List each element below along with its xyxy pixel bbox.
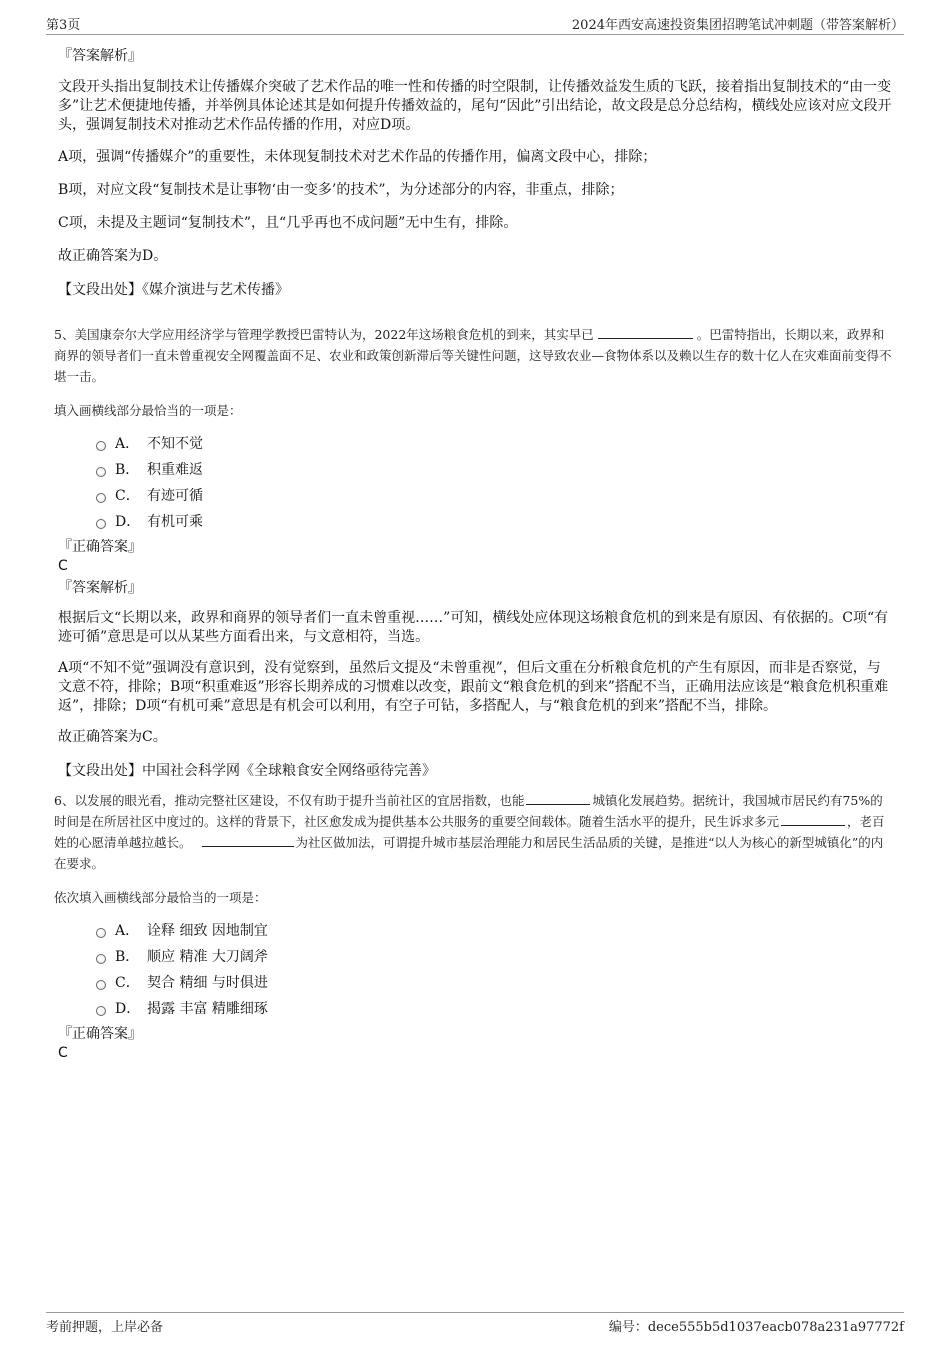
radio-button[interactable]	[96, 928, 106, 938]
question-hint: 依次填入画横线部分最恰当的一项是：	[54, 890, 267, 905]
analysis-paragraph: A项，强调“传播媒介”的重要性，未体现复制技术对艺术作品的传播作用，偏离文段中心，排除；	[58, 149, 657, 165]
radio-button[interactable]	[96, 980, 106, 990]
footer-slogan: 考前押题，上岸必备	[46, 1320, 164, 1335]
radio-button[interactable]	[96, 441, 106, 451]
page-header	[46, 12, 904, 35]
analysis-paragraph: B项，对应文段“复制技术是让事物‘由一变多’的技术”，为分述部分的内容，非重点，排除；	[58, 182, 624, 198]
option-a[interactable]: A． 不知不觉	[96, 431, 892, 457]
document-id: 编号：dece555b5d1037eacb078a231a97772f	[608, 1320, 904, 1335]
correct-answer-statement: 故正确答案为D。	[58, 248, 168, 264]
option-d[interactable]: D． 有机可乘	[96, 509, 892, 535]
fill-blank	[526, 792, 590, 805]
radio-button[interactable]	[96, 1006, 106, 1016]
question-5-options	[96, 431, 892, 535]
correct-answer: C	[58, 1045, 68, 1061]
analysis-label: 『答案解析』	[58, 580, 142, 596]
page-number: 第3页	[46, 18, 81, 33]
correct-answer: C	[58, 558, 68, 574]
fill-blank	[781, 813, 845, 826]
question-6-stem: 6、以发展的眼光看，推动完整社区建设，不仅有助于提升当前社区的宜居指数，也能 城镇化发展趋势。据统计，我国城市居民约有75%的时间是在所居社区中度过的。这样的背景下，社区愈发成为提供基本公共服务的重要空间载体。随着生活水平的提升，民生诉求多元 ，老百姓的心愿清单越拉越长。 为社区做加法，可谓提升城市基层治理能力和居民生活品质的关键，是推进“以人为核心的新型城镇化”的内在要求。	[54, 793, 885, 871]
radio-button[interactable]	[96, 467, 106, 477]
analysis-paragraph: 文段开头指出复制技术让传播媒介突破了艺术作品的唯一性和传播的时空限制，让传播效益发生质的飞跃，接着指出复制技术的“由一变多”让艺术便捷地传播，并举例具体论述其是如何提升传播效益的，尾句“因此”引出结论，故文段是总分总结构，横线处应该对应文段开头，强调复制技术对推动艺术作品传播的作用，对应D项。	[58, 79, 892, 133]
page-content	[56, 46, 892, 1063]
analysis-paragraph: 根据后文“长期以来，政界和商界的领导者们一直未曾重视……”可知，横线处应体现这场粮食危机的到来是有原因、有依据的。C项“有迹可循”意思是可以从某些方面看出来，与文意相符，当选。	[58, 610, 889, 645]
page-footer	[46, 1312, 904, 1339]
option-b[interactable]: B． 顺应 精准 大刀阔斧	[96, 944, 892, 970]
analysis-paragraph: A项“不知不觉”强调没有意识到，没有觉察到，虽然后文提及“未曾重视”，但后文重在分析粮食危机的产生有原因，而非是否察觉，与文意不符，排除；B项“积重难返”形容长期养成的习惯难以改变，跟前文“粮食危机的到来”搭配不当，正确用法应该是“粮食危机积重难返”，排除；D项“有机可乘”意思是有机会可以利用，有空子可钻，多搭配人，与“粮食危机的到来”搭配不当，排除。	[58, 660, 889, 714]
passage-source: 【文段出处】《媒介演进与艺术传播》	[58, 282, 289, 298]
correct-answer-label: 『正确答案』	[58, 1026, 142, 1042]
document-title: 2024年西安高速投资集团招聘笔试冲刺题（带答案解析）	[571, 18, 904, 33]
correct-answer-statement: 故正确答案为C。	[58, 729, 167, 745]
radio-button[interactable]	[96, 493, 106, 503]
fill-blank	[598, 326, 693, 339]
radio-button[interactable]	[96, 954, 106, 964]
option-c[interactable]: C． 契合 精细 与时俱进	[96, 970, 892, 996]
question-6-options	[96, 918, 892, 1022]
option-d[interactable]: D． 揭露 丰富 精雕细琢	[96, 996, 892, 1022]
option-b[interactable]: B． 积重难返	[96, 457, 892, 483]
passage-source: 【文段出处】中国社会科学网《全球粮食安全网络亟待完善》	[58, 763, 436, 779]
question-5-stem: 5、美国康奈尔大学应用经济学与管理学教授巴雷特认为，2022年这场粮食危机的到来，其实早已 。巴雷特指出，长期以来，政界和商界的领导者们一直未曾重视安全网覆盖面不足、农业和政策创新滞后等关键性问题，这导致农业—食物体系以及赖以生存的数十亿人在灾难面前变得不堪一击。	[54, 327, 892, 384]
option-a[interactable]: A． 诠释 细致 因地制宜	[96, 918, 892, 944]
option-c[interactable]: C． 有迹可循	[96, 483, 892, 509]
radio-button[interactable]	[96, 519, 106, 529]
correct-answer-label: 『正确答案』	[58, 539, 142, 555]
analysis-paragraph: C项，未提及主题词“复制技术”，且“几乎再也不成问题”无中生有，排除。	[58, 215, 518, 231]
analysis-label: 『答案解析』	[58, 48, 142, 64]
question-hint: 填入画横线部分最恰当的一项是：	[54, 403, 242, 418]
fill-blank	[202, 834, 294, 847]
